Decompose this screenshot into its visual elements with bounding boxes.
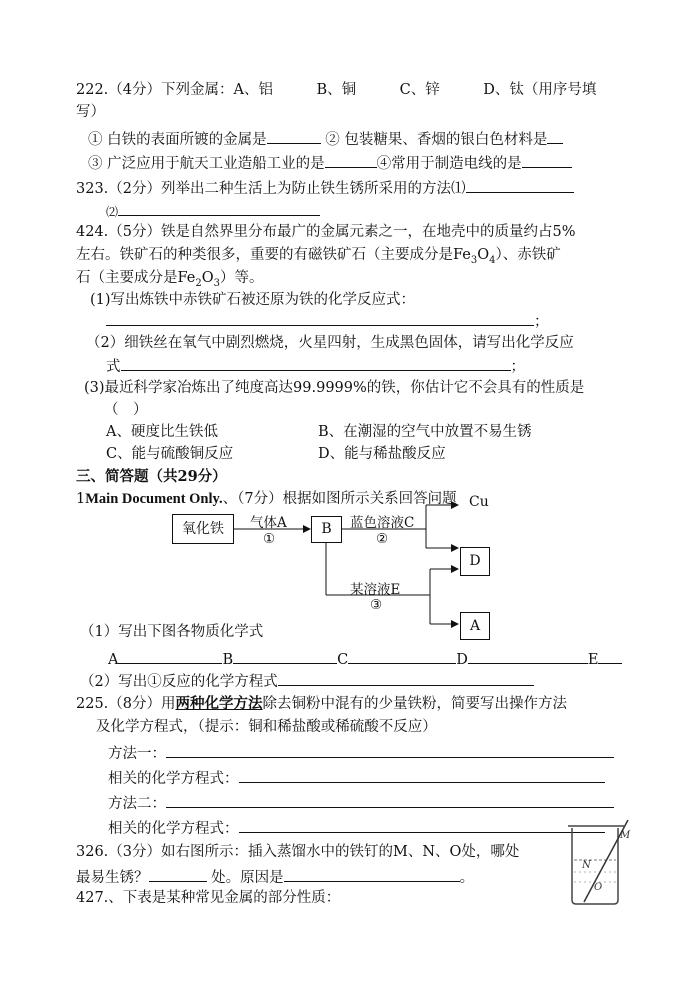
q222-item1-text: ① 白铁的表面所镀的金属是 [88, 132, 267, 148]
blank-label-d: D [456, 652, 468, 668]
q424-text: ）、赤铁矿 [495, 247, 561, 263]
q326-stem: 326.（3分）如右图所示：插入蒸馏水中的铁钉的M、N、O处，哪处 [76, 844, 520, 860]
option-b: B、在潮湿的空气中放置不易生锈 [318, 424, 532, 440]
answer-blank[interactable] [598, 648, 622, 664]
q326-line2 [76, 866, 474, 888]
answer-blank[interactable] [166, 742, 614, 758]
answer-blank[interactable] [278, 670, 534, 686]
option-d: D、能与稀盐酸反应 [318, 446, 446, 462]
q424-text: 式 [106, 359, 121, 375]
q222-item3-text: ③ 广泛应用于航天工业造船工业的是 [88, 156, 325, 172]
q424-sub3-paren[interactable]: （ ） [104, 402, 148, 418]
q225-text: 除去铜粉中混有的少量铁粉，简要写出操作方法 [262, 696, 568, 712]
q326-text: 最易生锈？ [76, 870, 149, 886]
label-o: O [594, 882, 603, 893]
q323-stem-text: 323.（2分）列举出二种生活上为防止铁生锈所采用的方法⑴ [76, 181, 466, 197]
q424-text: 石（主要成分是Fe [76, 270, 196, 286]
label-solution-e: 某溶液E [350, 582, 401, 598]
blank-label-a: A [108, 652, 119, 668]
beaker-figure [562, 818, 634, 908]
answer-blank[interactable] [118, 648, 222, 664]
q424-text: O [477, 247, 490, 263]
q222-item2-text: ② 包装糖果、香烟的银白色材料是 [325, 132, 548, 148]
q1-sub2 [80, 670, 534, 692]
method2-label: 方法二： [108, 796, 166, 812]
q424-text: ； [510, 359, 525, 375]
q424-sub3: (3)最近科学家冶炼出了纯度高达99.9999%的铁，你估计它不会具有的性质是 [84, 380, 585, 396]
q424-text: 左右。铁矿石的种类很多，重要的有磁铁矿石（主要成分是Fe [76, 247, 471, 263]
q424-text: ； [534, 314, 549, 330]
q424-sub1: (1)写出炼铁中赤铁矿石被还原为铁的化学反应式： [90, 292, 416, 308]
label-n: N [582, 860, 591, 871]
label-m: M [620, 830, 631, 841]
subscript: 2 [195, 277, 202, 289]
q1-sub1: （1）写出下图各物质化学式 [80, 624, 264, 640]
q326-text: 。 [459, 870, 475, 886]
q1-number: 1 [76, 491, 86, 507]
answer-blank[interactable] [284, 866, 460, 882]
answer-blank[interactable] [239, 817, 605, 833]
label-step1: ① [263, 531, 276, 547]
q424-sub2: （2）细铁丝在氧气中剧烈燃烧，火星四射，生成黑色固体，请写出化学反应 [86, 335, 574, 351]
q323-blank2-label: ⑵ [106, 205, 119, 219]
answer-blank[interactable] [166, 792, 614, 808]
q222-item4-text: ④常用于制造电线的是 [376, 156, 522, 172]
q1-stem-text: 、（7分）根据如图所示关系回答问题 [222, 491, 457, 507]
option-a: A、硬度比生铁低 [106, 424, 218, 440]
eq1-label: 相关的化学方程式： [108, 771, 239, 787]
method1-label: 方法一： [108, 746, 166, 762]
node-d: D [460, 547, 490, 576]
q1-blanks [108, 648, 622, 670]
q424-stem1: 424.（5分）铁是自然界里分布最广的金属元素之一，在地壳中的质量约占5% [76, 224, 576, 240]
q225-emphasis: 两种化学方法 [175, 695, 263, 712]
node-a: A [460, 612, 490, 640]
q326-text: 处。原因是 [211, 870, 284, 886]
eq2-label: 相关的化学方程式： [108, 821, 239, 837]
node-b: B [311, 516, 342, 543]
q424-text: ）等。 [220, 270, 264, 286]
blank-label-c: C [337, 652, 349, 668]
q225-method2 [108, 792, 614, 814]
subscript: 3 [470, 254, 478, 266]
q225-eq2 [108, 817, 605, 839]
answer-blank[interactable] [239, 767, 605, 783]
q427-stem: 427.、下表是某种常见金属的部分性质： [76, 890, 341, 906]
node-cu: Cu [469, 494, 489, 510]
q424-text: O [201, 270, 214, 286]
q1-sub2-text: （2）写出①反应的化学方程式 [80, 674, 278, 690]
q225-method1 [108, 742, 614, 764]
blank-label-e: E [587, 652, 599, 668]
answer-blank[interactable] [233, 648, 337, 664]
answer-blank[interactable] [348, 648, 456, 664]
q225-stem [76, 694, 567, 714]
label-gas-a: 气体A [250, 515, 287, 531]
q222-stem-cont: 写） [76, 104, 105, 120]
q225-text: 225.（8分）用 [76, 696, 176, 712]
label-step2: ② [376, 531, 389, 547]
label-blue-solution: 蓝色溶液C [350, 515, 415, 531]
subscript: 4 [489, 254, 496, 266]
node-iron-oxide: 氧化铁 [172, 514, 234, 544]
watermark-text: Main Document Only. [85, 491, 223, 507]
answer-blank[interactable] [149, 866, 207, 882]
q222-stem: 222.（4分）下列金属：A、铝 B、铜 C、锌 D、钛（用序号填 [76, 82, 597, 98]
q225-eq1 [108, 767, 605, 789]
subscript: 3 [213, 277, 220, 289]
section-title: 三、简答题（共29分） [76, 468, 227, 485]
option-c: C、能与硫酸铜反应 [106, 446, 234, 462]
q225-stem-cont: 及化学方程式，（提示：铜和稀盐酸或稀硫酸不反应） [96, 719, 437, 735]
label-step3: ③ [370, 597, 383, 613]
answer-blank[interactable] [468, 648, 588, 664]
blank-label-b: B [222, 652, 234, 668]
